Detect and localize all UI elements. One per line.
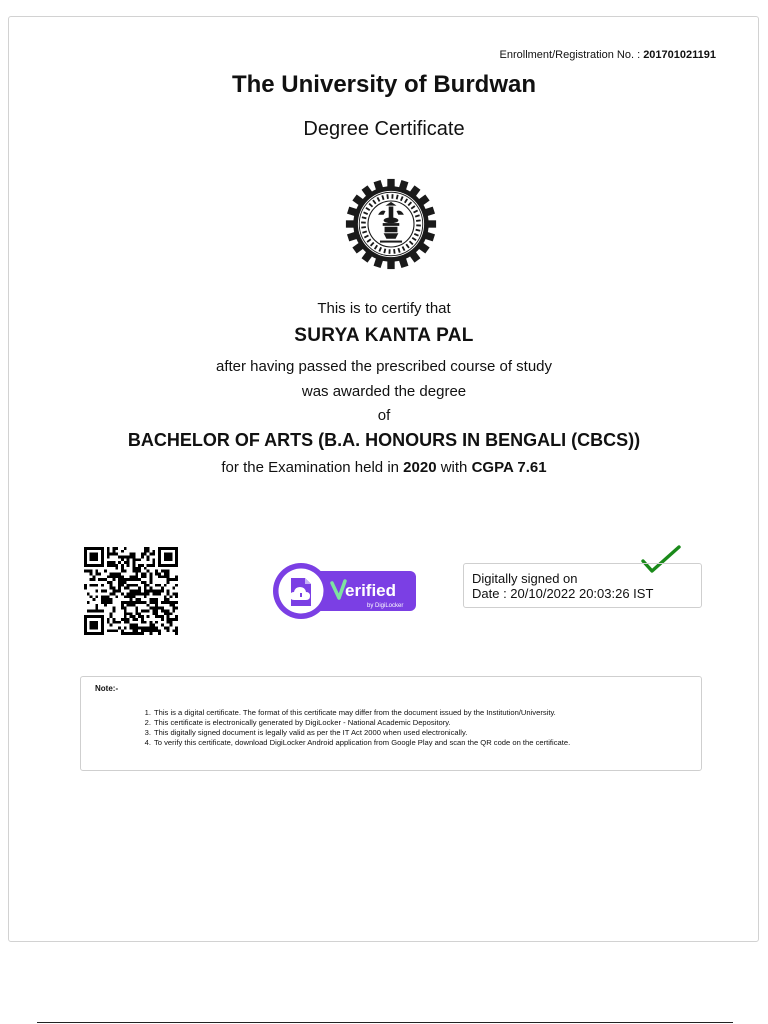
qr-code-icon [84,547,178,635]
exam-with: with [436,459,472,476]
note-item: 3. This digitally signed document is legally valid as per the IT Act 2000 when used electronically. [144,728,468,737]
student-name: SURYA KANTA PAL [294,325,474,346]
course-line: after having passed the prescribed course of study [215,358,553,375]
university-seal-icon [345,178,437,270]
exam-prefix: for the Examination held in [221,459,404,476]
awarded-line: was awarded the degree [301,383,467,400]
signed-on-label: Digitally signed on [472,571,578,586]
digital-signature-box [463,563,702,608]
certificate-frame [8,16,759,942]
exam-year: 2020 [403,459,437,476]
note-label: Note:- [95,684,119,693]
verified-subtext: by DigiLocker [367,603,404,609]
page-divider [37,1022,733,1023]
document-title: Degree Certificate [303,118,465,140]
enrollment-label: Enrollment/Registration No. : [499,49,644,61]
note-item: 2. This certificate is electronically generated by DigiLocker - National Academic Depository. [144,718,451,727]
exam-line [0,459,768,476]
note-item: 4. To verify this certificate, download DigiLocker Android application from Google Play and scan the QR code on the certificate. [144,738,571,747]
degree-name: BACHELOR OF ARTS (B.A. HONOURS IN BENGALI (CBCS)) [127,430,641,450]
note-box [80,676,702,771]
note-list [139,708,570,748]
signed-date: Date : 20/10/2022 20:03:26 IST [472,586,654,601]
enrollment-value: 201701021191 [643,49,716,61]
enrollment-number [500,49,716,61]
cgpa: CGPA 7.61 [471,459,547,476]
certify-line: This is to certify that [317,300,451,317]
verified-text: erified [345,581,397,600]
digilocker-verified-icon [272,562,418,620]
of-line: of [377,407,391,424]
note-item: 1. This is a digital certificate. The format of this certificate may differ from the document issued by the Institution/University. [144,708,556,717]
university-name: The University of Burdwan [231,71,537,98]
